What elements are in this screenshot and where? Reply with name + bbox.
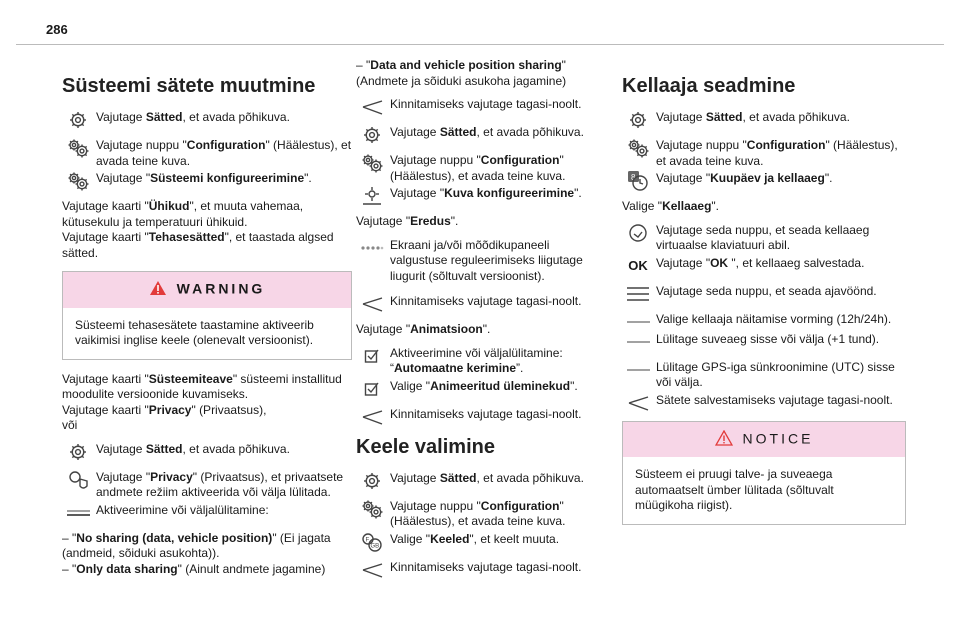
instruction-item bbox=[356, 153, 592, 184]
warning-triangle-icon bbox=[149, 280, 167, 300]
instruction-text: Vajutage "Kuva konfigureerimine". bbox=[390, 186, 582, 200]
instruction-item bbox=[622, 256, 906, 274]
instruction-text: Vajutage Sätted, et avada põhikuva. bbox=[390, 470, 584, 485]
warning-text: Süsteemi tehasesätete taastamine aktiveerib vaikimisi inglise keele (olenevalt versioonist). bbox=[75, 317, 314, 347]
instruction-text: Vajutage nuppu "Configuration" (Häälestus), et avada teine kuva. bbox=[656, 138, 898, 168]
instruction-text: Vajutage seda nuppu, et seada ajavöönd. bbox=[656, 283, 877, 298]
warning-header bbox=[63, 272, 351, 308]
back-arrow-icon bbox=[360, 561, 384, 579]
ok-icon: OK bbox=[628, 257, 648, 273]
paragraph: – "Data and vehicle position sharing" (Andmete ja sõiduki asukoha jagamine) bbox=[356, 58, 567, 88]
header-rule bbox=[16, 44, 944, 45]
instruction-item bbox=[622, 110, 906, 128]
instruction-text: Lülitage GPS-iga sünkroonimine (UTC) sisse või välja. bbox=[656, 359, 895, 389]
instruction-item bbox=[356, 407, 592, 425]
instruction-text: Vajutage Sätted, et avada põhikuva. bbox=[390, 125, 584, 139]
column-display-language bbox=[356, 58, 592, 588]
section-title-language: Keele valimine bbox=[356, 435, 495, 458]
privacy-icon bbox=[66, 471, 90, 489]
instruction-text: Vajutage Sätted, et avada põhikuva. bbox=[96, 110, 290, 124]
slider-icon bbox=[360, 239, 384, 257]
warning-box bbox=[62, 271, 352, 360]
instruction-item bbox=[356, 97, 592, 115]
checkbox-icon bbox=[360, 380, 384, 398]
instruction-item bbox=[62, 110, 352, 128]
instruction-text: Vajutage nuppu "Configuration" (Häälestus), et avada teine kuva. bbox=[390, 153, 566, 183]
notice-text: Süsteem ei pruugi talve- ja suveaega automaatselt ümber lülitada (sõltuvalt müügikoha riigist). bbox=[635, 467, 834, 512]
column-system-settings bbox=[62, 58, 352, 585]
instruction-text: Kinnitamiseks vajutage tagasi-noolt. bbox=[390, 559, 582, 574]
instruction-text: Vajutage "OK ", et kellaaeg salvestada. bbox=[656, 255, 865, 270]
instruction-item bbox=[62, 503, 352, 521]
language-icon bbox=[360, 533, 384, 551]
checkbox-icon bbox=[360, 347, 384, 365]
instruction-item bbox=[622, 138, 906, 169]
instruction-item bbox=[356, 238, 592, 285]
paragraph: Vajutage "Animatsioon". bbox=[356, 322, 491, 336]
date-time-icon bbox=[626, 172, 650, 190]
back-arrow-icon bbox=[626, 394, 650, 412]
instruction-item bbox=[62, 470, 352, 501]
instruction-text: Vajutage Sätted, et avada põhikuva. bbox=[656, 110, 850, 124]
notice-title: NOTICE bbox=[742, 429, 814, 446]
instruction-text: Vajutage nuppu "Configuration" (Häälestus), et avada teine kuva. bbox=[390, 498, 566, 528]
line-icon bbox=[626, 313, 650, 331]
instruction-item bbox=[62, 171, 352, 189]
instruction-item bbox=[62, 138, 352, 169]
instruction-item bbox=[356, 532, 592, 550]
instruction-item bbox=[356, 186, 592, 204]
page-number: 286 bbox=[46, 22, 68, 37]
instruction-item bbox=[356, 294, 592, 312]
instruction-text: Kinnitamiseks vajutage tagasi-noolt. bbox=[390, 97, 582, 111]
instruction-item bbox=[356, 471, 592, 489]
instruction-item bbox=[356, 560, 592, 578]
gear-icon bbox=[626, 111, 650, 129]
gear-icon bbox=[66, 111, 90, 129]
instruction-text: Aktiveerimine või väljalülitamine: “Automaatne kerimine”. bbox=[390, 345, 563, 375]
instruction-text: Valige "Keeled", et keelt muuta. bbox=[390, 531, 560, 546]
instruction-text: Sätete salvestamiseks vajutage tagasi-noolt. bbox=[656, 392, 893, 407]
instruction-text: Kinnitamiseks vajutage tagasi-noolt. bbox=[390, 406, 582, 421]
instruction-text: Lülitage suveaeg sisse või välja (+1 tund). bbox=[656, 331, 880, 346]
instruction-item bbox=[356, 499, 592, 530]
section-title-system-settings: Süsteemi sätete muutmine bbox=[62, 75, 316, 97]
instruction-item bbox=[62, 442, 352, 460]
instruction-item bbox=[622, 332, 906, 350]
gear-icon bbox=[360, 126, 384, 144]
paragraph: Valige "Kellaaeg". bbox=[622, 199, 720, 213]
instruction-item bbox=[356, 125, 592, 143]
gear-icon bbox=[360, 472, 384, 490]
notice-triangle-icon bbox=[715, 430, 733, 450]
gears-icon bbox=[360, 500, 384, 518]
instruction-text: Vajutage nuppu "Configuration" (Häälestus), et avada teine kuva. bbox=[96, 138, 352, 168]
instruction-item bbox=[622, 393, 906, 411]
display-config-icon bbox=[360, 187, 384, 205]
gears-icon bbox=[66, 139, 90, 157]
instruction-item bbox=[622, 312, 906, 330]
notice-box bbox=[622, 421, 906, 525]
instruction-text: Vajutage "Kuupäev ja kellaaeg". bbox=[656, 171, 833, 185]
back-arrow-icon bbox=[360, 295, 384, 313]
gears-icon bbox=[66, 172, 90, 190]
instruction-text: Valige kellaaja näitamise vorming (12h/24h). bbox=[656, 311, 892, 326]
paragraph: Vajutage kaarti "Ühikud", et muuta vahemaa, kütusekulu ja temperatuuri ühikuid. Vajutage kaarti "Tehasesätted", et taastada algsed sätted. bbox=[62, 199, 334, 260]
back-arrow-icon bbox=[360, 408, 384, 426]
column-clock bbox=[622, 58, 906, 537]
gear-icon bbox=[66, 443, 90, 461]
instruction-text: Ekraani ja/või mõõdikupaneeli valgustuse reguleerimiseks liigutage liugurit (sõltuvalt versioonist). bbox=[390, 237, 583, 283]
paragraph: – "No sharing (data, vehicle position)" (Ei jagata (andmeid, sõiduki asukohta)). – "Only data sharing" (Ainult andmete jagamine) bbox=[62, 530, 331, 576]
paragraph: Vajutage "Eredus". bbox=[356, 214, 459, 228]
paragraph: Vajutage kaarti "Süsteemiteave" süsteemi installitud moodulite versioonide kuvamiseks. Vajutage kaarti "Privacy" (Privaatsus), või bbox=[62, 371, 342, 432]
svg-text:GB: GB bbox=[370, 543, 380, 549]
toggle-icon bbox=[66, 504, 90, 522]
svg-text:8: 8 bbox=[631, 173, 636, 182]
instruction-item bbox=[622, 171, 906, 189]
instruction-item bbox=[622, 284, 906, 302]
line-icon bbox=[626, 361, 650, 379]
svg-text:F: F bbox=[365, 537, 370, 543]
instruction-text: Valige "Animeeritud üleminekud". bbox=[390, 378, 578, 393]
back-arrow-icon bbox=[360, 98, 384, 116]
section-title-clock: Kellaaja seadmine bbox=[622, 75, 796, 97]
instruction-text: Vajutage "Privacy" (Privaatsus), et privaatsete andmete režiim aktiveerida või välja lülitada. bbox=[96, 469, 344, 499]
menu-icon bbox=[626, 285, 650, 303]
gears-icon bbox=[360, 154, 384, 172]
instruction-item bbox=[622, 223, 906, 254]
instruction-text: Aktiveerimine või väljalülitamine: bbox=[96, 502, 269, 517]
line-icon bbox=[626, 333, 650, 351]
edit-icon bbox=[626, 224, 650, 242]
instruction-item bbox=[356, 346, 592, 377]
notice-header bbox=[623, 422, 905, 458]
instruction-item bbox=[356, 379, 592, 397]
gears-icon bbox=[626, 139, 650, 157]
instruction-text: Vajutage Sätted, et avada põhikuva. bbox=[96, 441, 290, 456]
instruction-text: Vajutage seda nuppu, et seada kellaaeg virtuaalse klaviatuuri abil. bbox=[656, 222, 870, 252]
instruction-item bbox=[622, 360, 906, 391]
instruction-text: Vajutage "Süsteemi konfigureerimine". bbox=[96, 171, 312, 185]
warning-title: WARNING bbox=[176, 280, 266, 297]
instruction-text: Kinnitamiseks vajutage tagasi-noolt. bbox=[390, 294, 582, 308]
